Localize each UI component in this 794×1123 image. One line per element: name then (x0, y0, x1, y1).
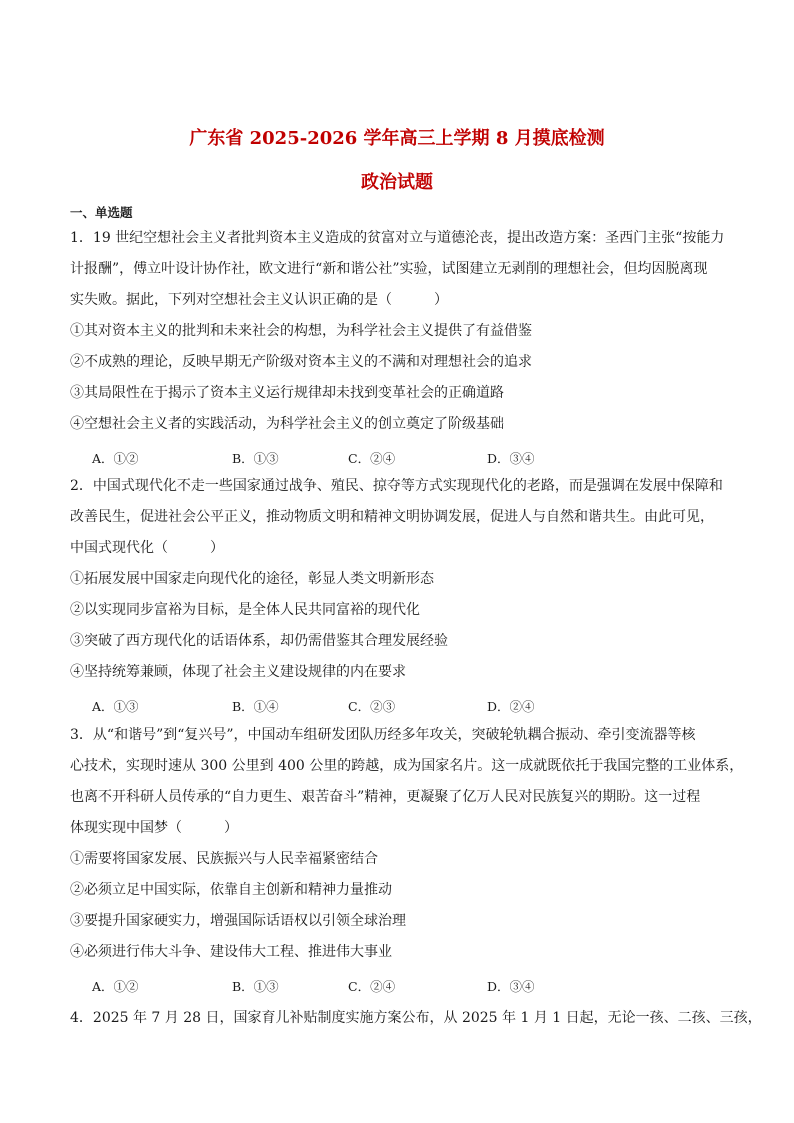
question-1-stem-line: 1．19 世纪空想社会主义者批判资本主义造成的贫富对立与道德沦丧，提出改造方案：圣西门主张“按能力 (70, 230, 725, 246)
question-3-choice-statement: ③要提升国家硬实力，增强国际话语权以引领全球治理 (70, 913, 406, 929)
question-2-choice-statement: ④坚持统筹兼顾，体现了社会主义建设规律的内在要求 (70, 664, 406, 680)
option-a: A．①② (92, 451, 139, 466)
question-3-stem-line: 体现实现中国梦（ ） (70, 820, 238, 836)
question-2-stem-line: 中国式现代化（ ） (70, 540, 224, 556)
question-2-choice-statement: ①拓展发展中国家走向现代化的途径，彰显人类文明新形态 (70, 571, 434, 587)
option-c: C．②④ (348, 451, 396, 466)
question-2-choice-statement: ③突破了西方现代化的话语体系，却仍需借鉴其合理发展经验 (70, 633, 448, 649)
question-3-stem-line: 3．从“和谐号”到“复兴号”，中国动车组研发团队历经多年攻关，突破轮轨耦合振动、牵引变流器等核 (70, 727, 696, 743)
section-heading: 一、单选题 (70, 205, 133, 220)
question-3-choice-statement: ①需要将国家发展、民族振兴与人民幸福紧密结合 (70, 851, 378, 867)
option-b: B．①③ (232, 979, 279, 994)
question-1-choice-statement: ④空想社会主义者的实践活动，为科学社会主义的创立奠定了阶级基础 (70, 416, 504, 432)
option-b: B．①③ (232, 451, 279, 466)
question-2-stem-line: 改善民生，促进社会公平正义，推动物质文明和精神文明协调发展，促进人与自然和谐共生。由此可见， (70, 509, 714, 525)
question-2-stem-line: 2．中国式现代化不走一些国家通过战争、殖民、掠夺等方式实现现代化的老路，而是强调在发展中保障和 (70, 478, 723, 494)
question-1-choice-statement: ②不成熟的理论，反映早期无产阶级对资本主义的不满和对理想社会的追求 (70, 354, 532, 370)
option-c: C．②④ (348, 979, 396, 994)
question-1-choice-statement: ①其对资本主义的批判和未来社会的构想，为科学社会主义提供了有益借鉴 (70, 323, 532, 339)
option-d: D．②④ (487, 699, 535, 714)
question-1-stem-line: 实失败。据此，下列对空想社会主义认识正确的是（ ） (70, 292, 448, 308)
question-3-stem-line: 也离不开科研人员传承的“自力更生、艰苦奋斗”精神，更凝聚了亿万人民对民族复兴的期盼。这一过程 (70, 789, 701, 805)
question-2-choice-statement: ②以实现同步富裕为目标，是全体人民共同富裕的现代化 (70, 602, 420, 618)
page-title: 广东省 2025-2026 学年高三上学期 8 月摸底检测 (189, 128, 605, 149)
option-a: A．①② (92, 979, 139, 994)
page-subtitle: 政治试题 (361, 172, 433, 193)
question-3-choice-statement: ④必须进行伟大斗争、建设伟大工程、推进伟大事业 (70, 944, 392, 960)
question-1-choice-statement: ③其局限性在于揭示了资本主义运行规律却未找到变革社会的正确道路 (70, 385, 504, 401)
question-3-stem-line: 心技术，实现时速从 300 公里到 400 公里的跨越，成为国家名片。这一成就既依托于我国完整的工业体系， (70, 758, 744, 774)
option-d: D．③④ (487, 979, 535, 994)
option-d: D．③④ (487, 451, 535, 466)
question-4-stem-line: 4．2025 年 7 月 28 日，国家育儿补贴制度实施方案公布，从 2025 年 1 月 1 日起，无论一孩、二孩、三孩， (70, 1010, 762, 1026)
option-c: C．②③ (348, 699, 396, 714)
question-3-choice-statement: ②必须立足中国实际，依靠自主创新和精神力量推动 (70, 882, 392, 898)
option-a: A．①③ (92, 699, 139, 714)
option-b: B．①④ (232, 699, 279, 714)
question-1-stem-line: 计报酬”，傅立叶设计协作社，欧文进行“新和谐公社”实验，试图建立无剥削的理想社会，但均因脱离现 (70, 261, 708, 277)
